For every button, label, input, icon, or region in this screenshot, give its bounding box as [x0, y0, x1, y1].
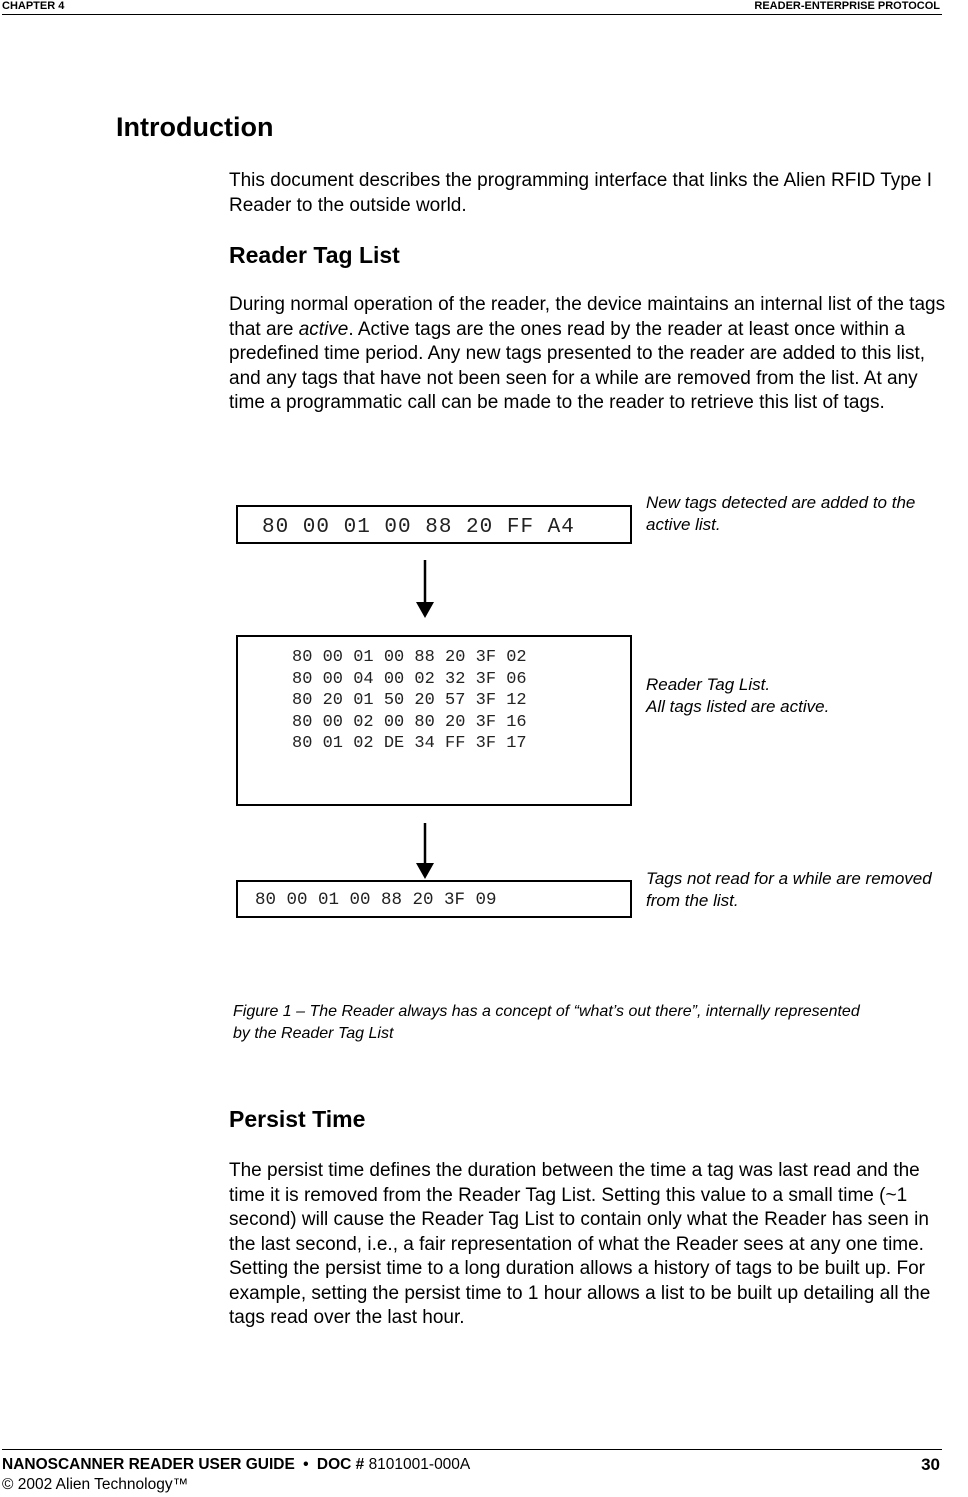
active-emphasis: active [298, 318, 349, 340]
footer-doc-info [2, 1456, 470, 1474]
doc-label: DOC # [316, 1456, 365, 1473]
page-number: 30 [921, 1455, 940, 1474]
removed-tag-note-line-1: Tags not read for a while are removed [646, 869, 932, 888]
header-rule [2, 14, 942, 15]
footer-rule [2, 1449, 942, 1450]
doc-number: 8101001-000A [368, 1456, 471, 1473]
down-arrow-icon [412, 823, 438, 881]
chapter-label: CHAPTER 4 [2, 0, 65, 12]
figure-caption-line-2: by the Reader Tag List [233, 1024, 394, 1042]
tag-list-note-line-2: All tags listed are active. [646, 697, 830, 716]
intro-paragraph: This document describes the programming interface that links the Alien RFID Type I Reader to the outside world. [229, 170, 932, 216]
tag-list-entry: 80 20 01 50 20 57 3F 12 [292, 691, 527, 710]
tag-list-entry: 80 01 02 DE 34 FF 3F 17 [292, 734, 527, 753]
removed-tag-note-line-2: from the list. [646, 891, 739, 910]
page-title: Introduction [116, 112, 274, 142]
removed-tag-box [236, 880, 632, 918]
tag-list-heading: Reader Tag List [229, 242, 400, 268]
tag-list-paragraph [229, 293, 949, 416]
persist-time-paragraph: The persist time defines the duration between the time a tag was last read and the time it is removed from the Reader Tag List. Setting this value to a small time (~1 second) will cause the Reader Tag List to contain only what the Reader has seen in the last second, i.e., a fair representation of what the Reader sees at any one time. Setting the persist time to a long duration allows a history of tags to be built up. For example, setting the persist time to 1 hour allows a list to be built up detailing all the tags read over the last hour. [229, 1160, 931, 1328]
tag-list-box [236, 635, 632, 806]
bullet-separator: • [303, 1456, 309, 1473]
tag-list-entry: 80 00 01 00 88 20 3F 02 [292, 648, 527, 667]
tag-list-text-2: . Active tags are the ones read by the reader at least once within a predefined time period. Any new tags presented to the reader are added to this list, and any tags that have not been seen for a while are removed from the list. At any time a programmatic call can be made to the reader to retrieve this list of tags. [229, 318, 926, 413]
new-tag-id: 80 00 01 00 88 20 FF A4 [262, 516, 575, 539]
tag-list-note-line-1: Reader Tag List. [646, 675, 771, 694]
guide-title: NANOSCANNER READER USER GUIDE [2, 1456, 295, 1473]
section-label: READER-ENTERPRISE PROTOCOL [754, 0, 940, 12]
new-tag-note [646, 492, 968, 536]
new-tag-note-line-2: active list. [646, 515, 721, 534]
tag-list-note [646, 674, 968, 718]
removed-tag-id: 80 00 01 00 88 20 3F 09 [255, 890, 497, 910]
persist-time-heading: Persist Time [229, 1106, 366, 1132]
figure-caption-line-1: Figure 1 – The Reader always has a concept of “what’s out there”, internally represented [233, 1003, 860, 1020]
tag-list-entry: 80 00 02 00 80 20 3F 16 [292, 712, 527, 732]
down-arrow-icon [412, 560, 438, 620]
figure-caption [233, 1001, 968, 1044]
new-tag-box [236, 505, 632, 544]
removed-tag-note [646, 868, 968, 912]
tag-list-text-1: During normal operation of the reader, the device maintains an internal list of the tags that are [229, 294, 946, 340]
tag-list-entry: 80 00 04 00 02 32 3F 06 [292, 669, 527, 689]
new-tag-note-line-1: New tags detected are added to the [646, 493, 916, 512]
copyright: © 2002 Alien Technology™ [2, 1476, 189, 1493]
